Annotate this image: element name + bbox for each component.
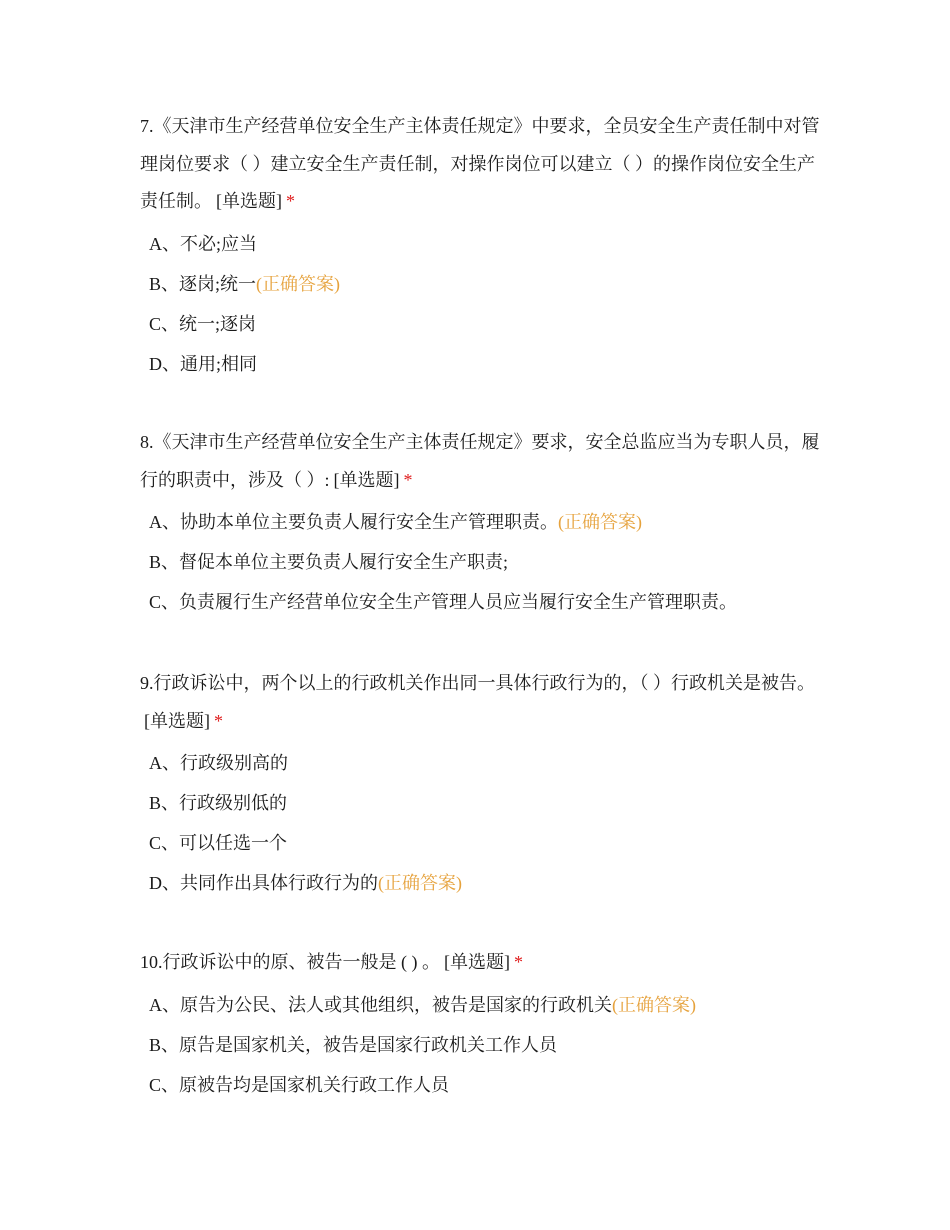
option-d[interactable] [140,868,820,908]
question-10 [140,944,820,1110]
option-d[interactable] [140,349,820,389]
correct-answer-tag: (正确答案) [558,512,642,532]
question-8 [140,424,820,627]
correct-answer-tag: (正确答案) [256,273,341,294]
option-b[interactable] [140,788,820,828]
correct-answer-tag: (正确答案) [612,994,696,1015]
option-text: B、逐岗;统一 [149,273,257,294]
option-c[interactable] [140,828,820,868]
option-list [140,748,820,908]
option-a[interactable] [140,507,820,547]
question-type-label: [单选题] [216,191,282,211]
option-b[interactable] [140,547,820,587]
question-text: 7.《天津市生产经营单位安全生产主体责任规定》中要求，全员安全生产责任制中对管理岗位要求（ ）建立安全生产责任制，对操作岗位可以建立（ ）的操作岗位安全生产责任制。 [140,116,820,211]
option-text: A、行政级别高的 [149,753,288,773]
question-text: 8.《天津市生产经营单位安全生产主体责任规定》要求，安全总监应当为专职人员，履行的职责中，涉及（ ）: [140,432,820,490]
option-text: B、行政级别低的 [149,793,288,813]
question-text: 10.行政诉讼中的原、被告一般是 ( ) 。 [140,952,440,972]
question-title [140,424,820,499]
option-a[interactable] [140,229,820,269]
option-text: A、协助本单位主要负责人履行安全生产管理职责。 [149,512,558,532]
question-title [140,108,820,221]
required-marker: * [214,710,223,731]
option-list [140,507,820,627]
option-text: B、原告是国家机关，被告是国家行政机关工作人员 [149,1034,558,1055]
option-c[interactable] [140,1070,820,1110]
option-text: B、督促本单位主要负责人履行安全生产职责; [149,552,509,572]
option-c[interactable] [140,309,820,349]
question-text: 9.行政诉讼中，两个以上的行政机关作出同一具体行政行为的，（ ）行政机关是被告。 [140,673,815,693]
option-b[interactable] [140,1030,820,1070]
question-type-label: [单选题] [444,952,510,972]
question-type-label: [单选题] [144,710,210,731]
option-b[interactable] [140,269,820,309]
question-9 [140,665,820,908]
option-text: A、原告为公民、法人或其他组织，被告是国家的行政机关 [149,994,612,1015]
question-title [140,665,820,740]
option-text: A、不必;应当 [149,233,257,254]
option-text: D、共同作出具体行政行为的 [149,873,378,893]
required-marker: * [286,191,295,211]
option-text: C、可以任选一个 [149,833,288,853]
option-a[interactable] [140,990,820,1030]
correct-answer-tag: (正确答案) [378,873,462,893]
option-text: C、统一;逐岗 [149,313,257,334]
option-a[interactable] [140,748,820,788]
option-text: D、通用;相同 [149,353,257,374]
option-list [140,229,820,389]
required-marker: * [403,469,413,490]
option-text: C、负责履行生产经营单位安全生产管理人员应当履行安全生产管理职责。 [149,592,738,612]
option-c[interactable] [140,587,820,627]
question-title [140,944,820,982]
question-7 [140,108,820,389]
required-marker: * [514,952,523,972]
option-text: C、原被告均是国家机关行政工作人员 [149,1074,450,1095]
option-list [140,990,820,1110]
question-type-label: [单选题] [333,469,400,490]
